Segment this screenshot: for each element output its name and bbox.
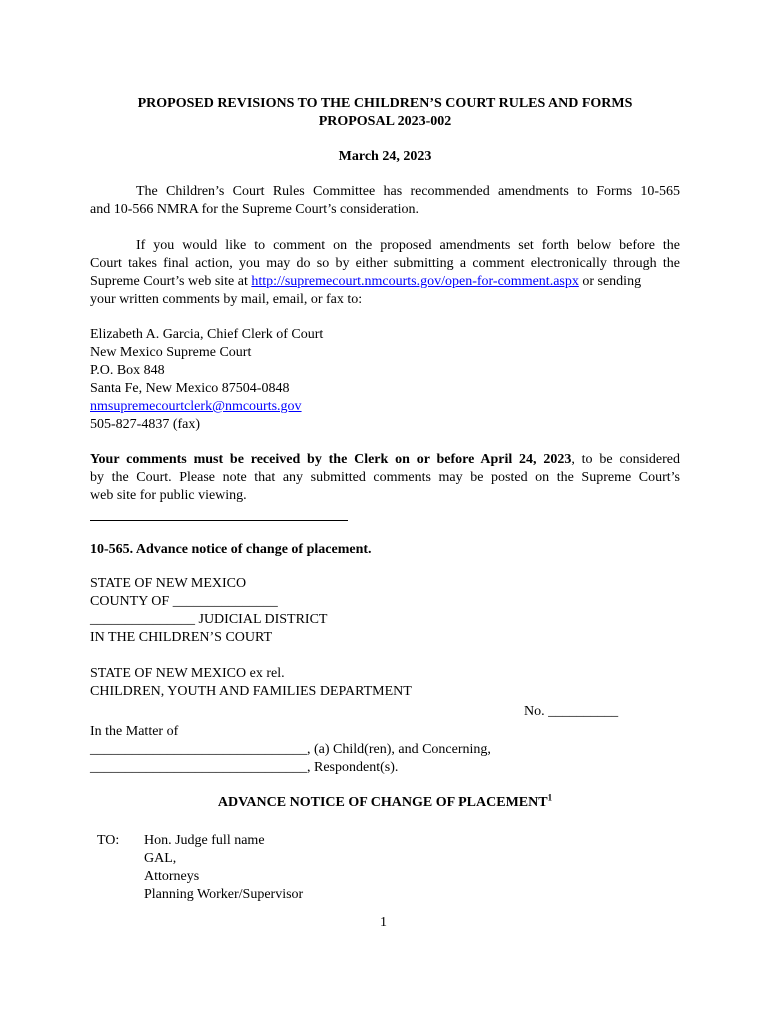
comment-deadline-notice — [90, 451, 680, 505]
notice-deadline-bold: Your comments must be received by the Clerk on or before April 24, 2023 — [90, 452, 572, 467]
address-line-fax: 505-827-4837 (fax) — [90, 417, 201, 432]
footnote-ref: 1 — [547, 792, 553, 803]
form-heading: 10-565. Advance notice of change of placement. — [90, 542, 372, 557]
address-line-city: Santa Fe, New Mexico 87504-0848 — [90, 381, 290, 396]
intro-p2-line2: Court takes final action, you may do so by either submitting a comment electronically through the — [90, 256, 680, 271]
clerk-email-link[interactable]: nmsupremecourtclerk@nmcourts.gov — [90, 399, 302, 414]
recipient-judge: Hon. Judge full name — [144, 833, 265, 848]
address-line-court: New Mexico Supreme Court — [90, 345, 252, 360]
case-number: No. __________ — [524, 704, 619, 719]
caption-ex-rel: STATE OF NEW MEXICO ex rel. — [90, 666, 285, 681]
intro-p2-line3-post: or sending — [578, 274, 642, 289]
caption-matter: In the Matter of — [90, 724, 179, 739]
recipient-gal: GAL, — [144, 851, 177, 866]
recipient-list — [144, 832, 544, 904]
intro-p2-line1: If you would like to comment on the proposed amendments set forth below before the — [136, 238, 680, 253]
recipient-attorneys: Attorneys — [144, 869, 200, 884]
caption-district: _______________ JUDICIAL DISTRICT — [90, 612, 328, 627]
notice-line2: by the Court. Please note that any submitted comments may be posted on the Supreme Court’s — [90, 470, 680, 485]
intro-p2-line3-pre: Supreme Court’s web site at — [90, 274, 252, 289]
document-date: March 24, 2023 — [338, 149, 432, 164]
caption-respondent: _______________________________, Respondent(s). — [90, 760, 399, 775]
clerk-address-block — [90, 326, 680, 434]
form-title-text: ADVANCE NOTICE OF CHANGE OF PLACEMENT — [217, 795, 548, 810]
caption-court-block — [90, 575, 680, 647]
section-divider — [90, 520, 348, 521]
document-title-line1: PROPOSED REVISIONS TO THE CHILDREN’S COURT RULES AND FORMS — [137, 96, 633, 111]
to-label: TO: — [97, 833, 120, 848]
address-line-name: Elizabeth A. Garcia, Chief Clerk of Court — [90, 327, 324, 342]
notice-line3: web site for public viewing. — [90, 488, 247, 503]
intro-paragraph-1 — [90, 183, 680, 219]
document-title-line2: PROPOSAL 2023-002 — [318, 114, 452, 129]
caption-child: _______________________________, (a) Child(ren), and Concerning, — [90, 742, 491, 757]
caption-county: COUNTY OF _______________ — [90, 594, 278, 609]
intro-paragraph-2 — [90, 237, 680, 309]
form-title — [90, 794, 680, 812]
page-number: 1 — [380, 915, 387, 930]
caption-state: STATE OF NEW MEXICO — [90, 576, 247, 591]
intro-p1-line2: and 10-566 NMRA for the Supreme Court’s consideration. — [90, 202, 419, 217]
caption-court: IN THE CHILDREN’S COURT — [90, 630, 273, 645]
caption-department: CHILDREN, YOUTH AND FAMILIES DEPARTMENT — [90, 684, 412, 699]
address-line-pobox: P.O. Box 848 — [90, 363, 165, 378]
notice-line1-rest: , to be considered — [571, 452, 681, 467]
intro-p2-line3 — [90, 273, 680, 291]
caption-matter-block — [90, 723, 680, 777]
intro-p2-line4: your written comments by mail, email, or fax to: — [90, 292, 363, 307]
intro-p1-line1: The Children’s Court Rules Committee has recommended amendments to Forms 10-565 — [136, 184, 680, 199]
open-for-comment-link[interactable]: http://supremecourt.nmcourts.gov/open-for-comment.aspx — [251, 274, 579, 289]
notice-line1 — [90, 451, 680, 469]
recipient-planning-worker: Planning Worker/Supervisor — [144, 887, 304, 902]
caption-party-block — [90, 665, 680, 701]
